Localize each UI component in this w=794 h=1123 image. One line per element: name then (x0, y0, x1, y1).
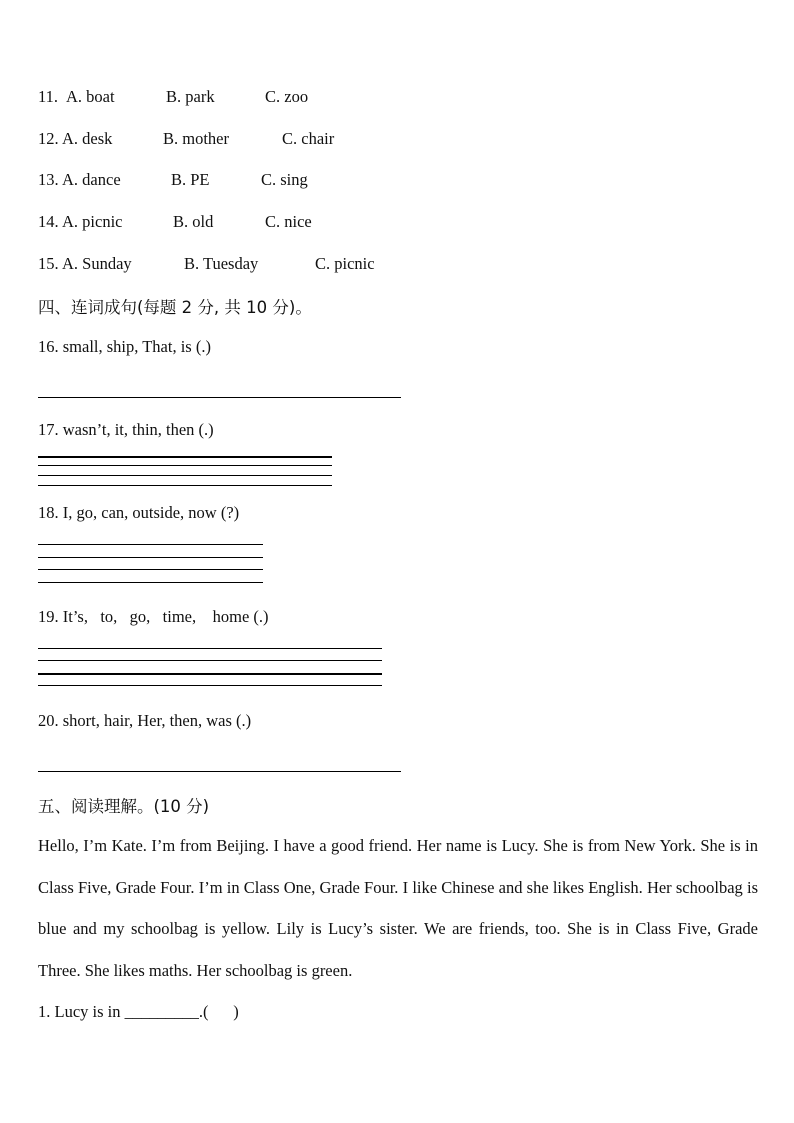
section-4-title: 四、连词成句(每题 2 分, 共 10 分)。 (38, 298, 312, 317)
answer-line[interactable] (38, 397, 401, 398)
answer-line[interactable] (38, 557, 263, 558)
sentence-20 (38, 711, 251, 731)
answer-line[interactable] (38, 475, 332, 476)
answer-line[interactable] (38, 685, 382, 686)
sentence-19 (38, 607, 269, 627)
question-12 (38, 129, 335, 149)
sentence-words: I, go, can, outside, now (?) (62, 503, 240, 522)
answer-line[interactable] (38, 569, 263, 570)
answer-line[interactable] (38, 544, 263, 545)
question-15 (38, 254, 375, 274)
reading-passage: Hello, I’m Kate. I’m from Beijing. I have a good friend. Her name is Lucy. She is from New York. She is in Class Five, Grade Four. I’m in Class One, Grade Four. I like Chinese and she likes English. Her schoolbag is blue and my schoolbag is yellow. Lily is Lucy’s sister. We are friends, too. She is in Class Five, Grade Three. She likes maths. Her schoolbag is green. (38, 836, 758, 980)
option-b: B. Tuesday (184, 254, 259, 273)
option-c: C. picnic (315, 254, 375, 273)
answer-line[interactable] (38, 660, 382, 661)
question-number: 13. (38, 170, 59, 189)
option-b: B. PE (171, 170, 210, 189)
sentence-17 (38, 420, 214, 440)
option-c: C. zoo (265, 87, 309, 106)
question-number: 11. (38, 87, 59, 106)
reading-question-1: 1. Lucy is in _________.( ) (38, 1002, 239, 1021)
option-a: A. desk (62, 129, 113, 148)
option-a: A. picnic (62, 212, 123, 231)
option-c: C. nice (265, 212, 312, 231)
answer-line[interactable] (38, 673, 382, 675)
sentence-words: wasn’t, it, thin, then (.) (62, 420, 214, 439)
sentence-words: small, ship, That, is (.) (62, 337, 211, 356)
option-c: C. sing (261, 170, 308, 189)
sentence-words: It’s, to, go, time, home (.) (62, 607, 269, 626)
question-number: 16. (38, 337, 59, 356)
question-number: 14. (38, 212, 59, 231)
question-number: 20. (38, 711, 59, 730)
question-number: 19. (38, 607, 59, 626)
sentence-words: short, hair, Her, then, was (.) (62, 711, 252, 730)
option-a: A. Sunday (62, 254, 132, 273)
answer-line[interactable] (38, 456, 332, 458)
question-number: 15. (38, 254, 59, 273)
answer-line[interactable] (38, 771, 401, 772)
question-14 (38, 212, 312, 232)
answer-line[interactable] (38, 648, 382, 649)
option-b: B. old (173, 212, 214, 231)
question-13 (38, 170, 308, 190)
question-11 (38, 87, 309, 107)
answer-line[interactable] (38, 465, 332, 466)
question-number: 12. (38, 129, 59, 148)
option-a: A. boat (66, 87, 115, 106)
question-number: 18. (38, 503, 59, 522)
question-number: 17. (38, 420, 59, 439)
answer-line[interactable] (38, 485, 332, 486)
answer-line[interactable] (38, 582, 263, 583)
option-b: B. mother (163, 129, 229, 148)
sentence-18 (38, 503, 239, 523)
option-c: C. chair (282, 129, 335, 148)
sentence-16 (38, 337, 211, 357)
section-5-title: 五、阅读理解。(10 分) (38, 797, 210, 816)
option-b: B. park (166, 87, 215, 106)
option-a: A. dance (62, 170, 121, 189)
